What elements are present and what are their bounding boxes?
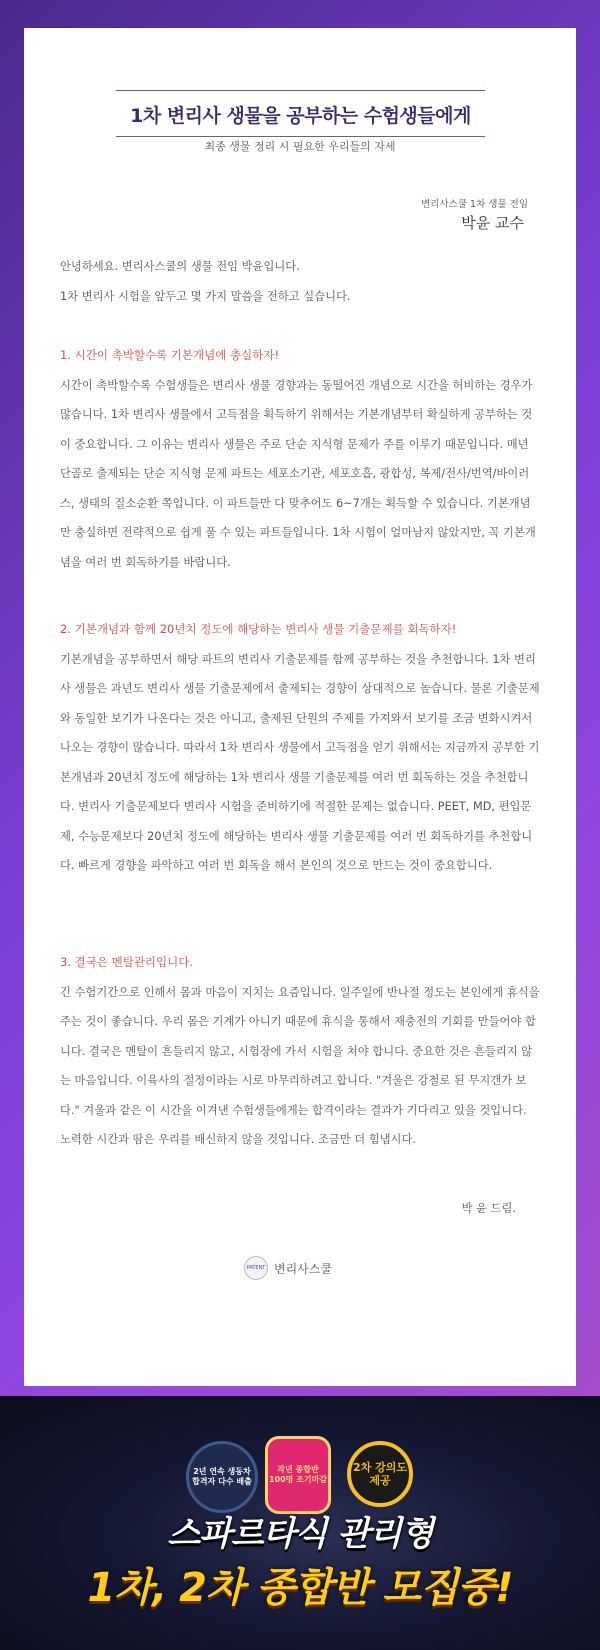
section-body: 긴 수험기간으로 인해서 몸과 마음이 지치는 요즘입니다. 일주일에 반나절 정도는 본인에게 휴식을 주는 것이 좋습니다. 우리 몸은 기계가 아니기 때문에 휴식을 통해서 재충전의 기회를 만들어야 합니다. 결국은 멘탈이 흔들리지 않고, 시험장에 가서 시험을 쳐야 합니다. 중요한 것은 흔들리지 않는 마음입니다. 이육사의 절정이라는 시로 마무리하려고 합니다. "겨울은 강철로 된 무지갠가 보다." 겨울과 같은 이 시간을 이겨낸 수험생들에게는 합격이라는 결과가 기다리고 있을 것입니다. 노력한 시간과 땀은 우리를 배신하지 않을 것입니다. 조금만 더 힘냅시다. (60, 985, 540, 1146)
closing: 박 윤 드림. (461, 1202, 516, 1215)
section-body: 시간이 촉박할수록 수험생들은 변리사 생물 경향과는 동떨어진 개념으로 시간을 허비하는 경우가 많습니다. 1차 변리사 생물에서 고득점을 획득하기 위해서는 기본개념부터 확실하게 공부하는 것이 중요합니다. 그 이유는 변리사 생물은 주로 단순 지식형 문제가 주를 이루기 때문입니다. 매년 단골로 출제되는 단순 지식형 문제 파트는 세포소기관, 세포호흡, 광합성, 복제/전사/번역/바이러스, 생태의 질소순환 쪽입니다. 이 파트들만 다 맞추어도 6~7개는 획득할 수 있습니다. 기본개념만 충실하면 전략적으로 쉽게 풀 수 있는 파트들입니다. 1차 시험이 얼마남지 않았지만, 꼭 기본개념을 여러 번 회독하기를 바랍니다. (60, 378, 536, 569)
logo-icon: PATENT (244, 1256, 268, 1280)
laurel-badge: 2년 연속 생동차 합격자 다수 배출 (186, 1441, 258, 1513)
signature-name: 박윤 교수 (461, 214, 524, 232)
letter-paper (24, 28, 576, 1386)
section-3 (60, 948, 540, 1155)
section-2 (60, 615, 540, 881)
logo-text: 변리사스쿨 (274, 1261, 332, 1276)
title-bottom-rule (116, 136, 485, 137)
intro-line: 안녕하세요. 변리사스쿨의 생물 전임 박윤입니다. (60, 260, 300, 273)
title-top-rule (116, 90, 485, 91)
section-heading: 2. 기본개념과 함께 20년치 정도에 해당하는 변리사 생물 기출문제를 회독하자! (60, 622, 457, 636)
intro-line: 1차 변리사 시험을 앞두고 몇 가지 말씀을 전하고 싶습니다. (60, 289, 351, 303)
section-heading: 1. 시간이 촉박할수록 기본개념에 충실하자! (60, 348, 280, 362)
banner-headline: 스파르타식 관리형 (167, 1514, 433, 1554)
letter-subtitle: 최종 생물 정리 시 필요한 우리들의 자세 (204, 140, 396, 153)
signature-role: 변리사스쿨 1차 생물 전임 (421, 199, 528, 210)
brand-logo (244, 1256, 332, 1280)
title-block (116, 90, 485, 137)
promo-banner[interactable] (0, 1396, 600, 1650)
letter-title: 1차 변리사 생물을 공부하는 수험생들에게 (130, 105, 471, 127)
section-1 (60, 341, 540, 577)
section-heading: 3. 결국은 멘탈관리입니다. (60, 955, 194, 969)
gold-badge: 2차 강의도 제공 (347, 1441, 413, 1507)
crown-badge: 작년 종합반 100명 조기마감 (265, 1436, 331, 1514)
section-body: 기본개념을 공부하면서 해당 파트의 변리사 기출문제를 함께 공부하는 것을 추천합니다. 1차 변리사 생물은 과년도 변리사 생물 기출문제에서 출제되는 경향이 상대적으로 높습니다. 물론 기출문제와 동일한 보기가 나온다는 것은 아니고, 출제된 단원의 주제를 가져와서 보기를 조금 변화시켜서 나오는 경향이 많습니다. 따라서 1차 변리사 생물에서 고득점을 얻기 위해서는 지금까지 공부한 기본개념과 20년치 정도에 해당하는 1차 변리사 생물 기출문제를 여러 번 회독하는 것을 추천합니다. 변리사 기출문제보다 변리사 시험을 준비하기에 적절한 문제는 없습니다. PEET, MD, 편입문제, 수능문제보다 20년치 정도에 해당하는 변리사 생물 기출문제를 여러 번 회독하기를 추천합니다. 빠르게 경향을 파악하고 여러 번 회독을 해서 본인의 것으로 만드는 것이 중요합니다. (60, 652, 540, 872)
banner-cta: 1차, 2차 종합반 모집중! (87, 1565, 513, 1611)
intro (60, 252, 540, 311)
